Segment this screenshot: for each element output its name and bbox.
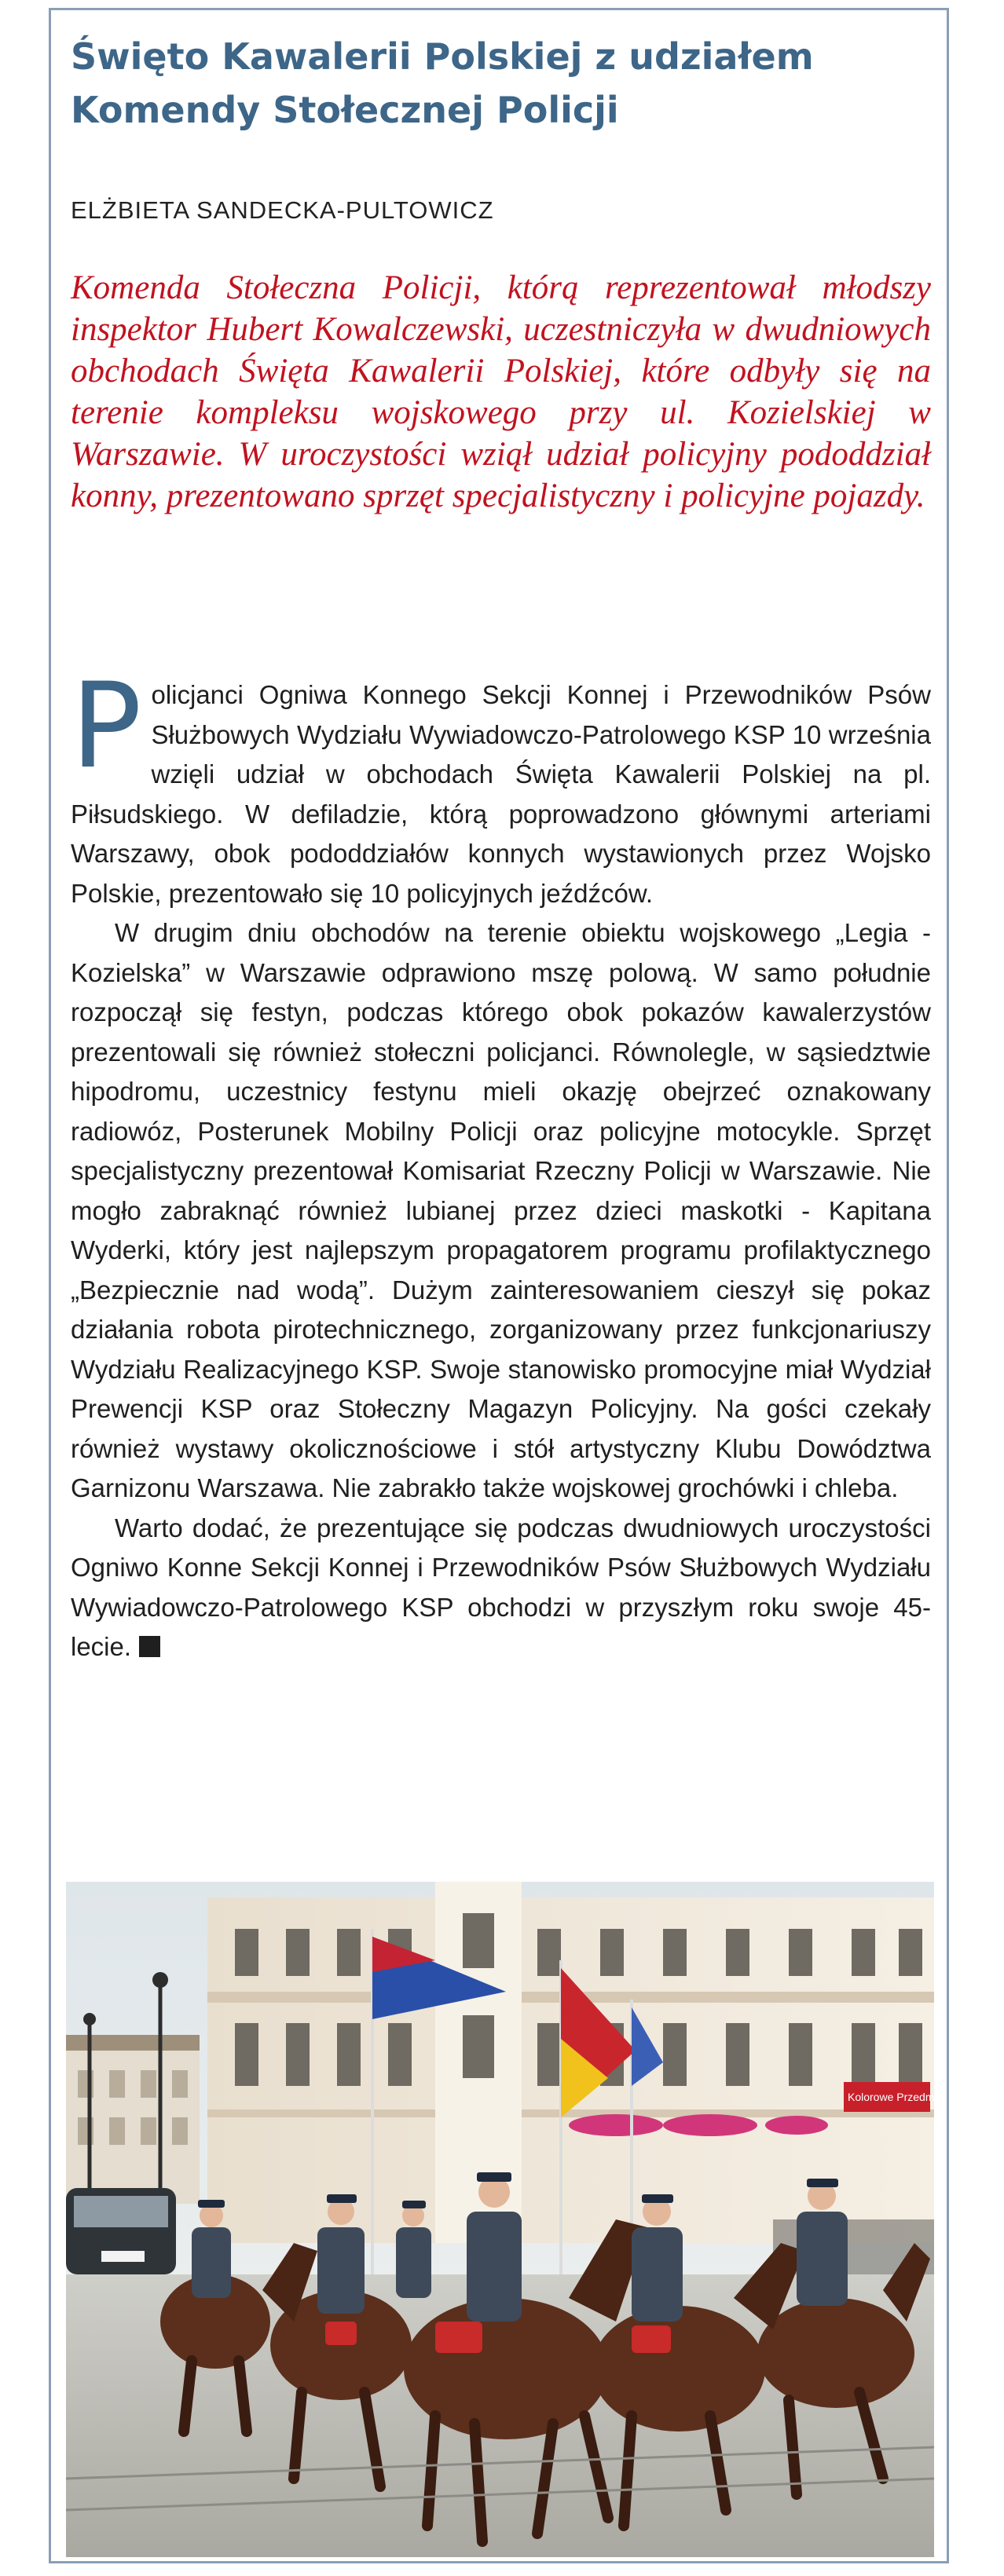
end-of-article-mark <box>139 1636 160 1657</box>
article-title: Święto Kawalerii Polskiej z udziałem Komendy Stołecznej Policji <box>71 35 814 131</box>
article-body <box>71 658 931 1667</box>
cavalry-parade-photo <box>66 1882 934 2557</box>
corner-building-cornice-2 <box>207 2109 934 2117</box>
body-paragraph-3-text: Warto dodać, że prezentujące się podczas dwudniowych uroczystości Ogniwo Konne Sekcji Konnej i Przewodników Psów Służbowych Wydziału Wywiadowczo-Patrolowego KSP obchodzi w przyszłym roku swoje 45-lecie. <box>71 1513 931 1661</box>
store-sign-text: Kolorowe Przedm <box>848 2091 934 2103</box>
author-byline: ELŻBIETA SANDECKA-PULTOWICZ <box>71 196 494 224</box>
article-lead: Komenda Stołeczna Policji, którą reprezentował młodszy inspektor Hubert Kowalczewski, uczestniczyła w dwudniowych obchodach Święta Kawalerii Polskiej, które odbyły się na terenie kompleksu wojskowego przy ul. Kozielskiej w Warszawie. W uroczystości wziął udział policyjny pododdział konny, prezentowano sprzęt specjalistyczny i policyjne pojazdy. <box>71 269 931 514</box>
body-paragraph-2: W drugim dniu obchodów na terenie obiektu wojskowego „Legia - Kozielska” w Warszawie odprawiono mszę polową. W samo południe rozpoczął się festyn, podczas którego obok pokazów kawalerzystów prezentowali się również stołeczni policjanci. Równolegle, w sąsiedztwie hipodromu, uczestnicy festynu mieli okazję obejrzeć oznakowany radiowóz, Posterunek Mobilny Policji oraz policyjne motocykle. Sprzęt specjalistyczny prezentował Komisariat Rzeczny Policji w Warszawie. Nie mogło zabraknąć również lubianej przez dzieci maskotki - Kapitana Wyderki, który jest najlepszym propagatorem programu profilaktycznego „Bezpiecznie nad wodą”. Dużym zainteresowaniem cieszył się pokaz działania robota pirotechnicznego, zorganizowany przez funkcjonariuszy Wydziału Realizacyjnego KSP. Swoje stanowisko promocyjne miał Wydział Prewencji KSP oraz Stołeczny Magazyn Policyjny. Na gości czekały również wystawy okolicznościowe i stół artystyczny Klubu Dowództwa Garnizonu Warszawa. Nie zabrakło także wojskowej grochówki i chleba. <box>71 918 931 1502</box>
body-paragraph-1-text: olicjanci Ogniwa Konnego Sekcji Konnej i Przewodników Psów Służbowych Wydziału Wywiadowczo-Patrolowego KSP 10 września wzięli udział w obchodach Święta Kawalerii Polskiej na pl. Piłsudskiego. W defiladzie, którą poprowadzono głównymi arteriami Warszawy, obok pododdziałów konnych wystawionych przez Wojsko Polskie, prezentowało się 10 policyjnych jeźdźców. <box>71 680 931 908</box>
background-building-left-roof <box>66 2035 200 2051</box>
body-paragraph-3 <box>71 1509 931 1667</box>
drop-cap: P <box>71 658 142 795</box>
body-paragraph-1 <box>71 658 931 913</box>
